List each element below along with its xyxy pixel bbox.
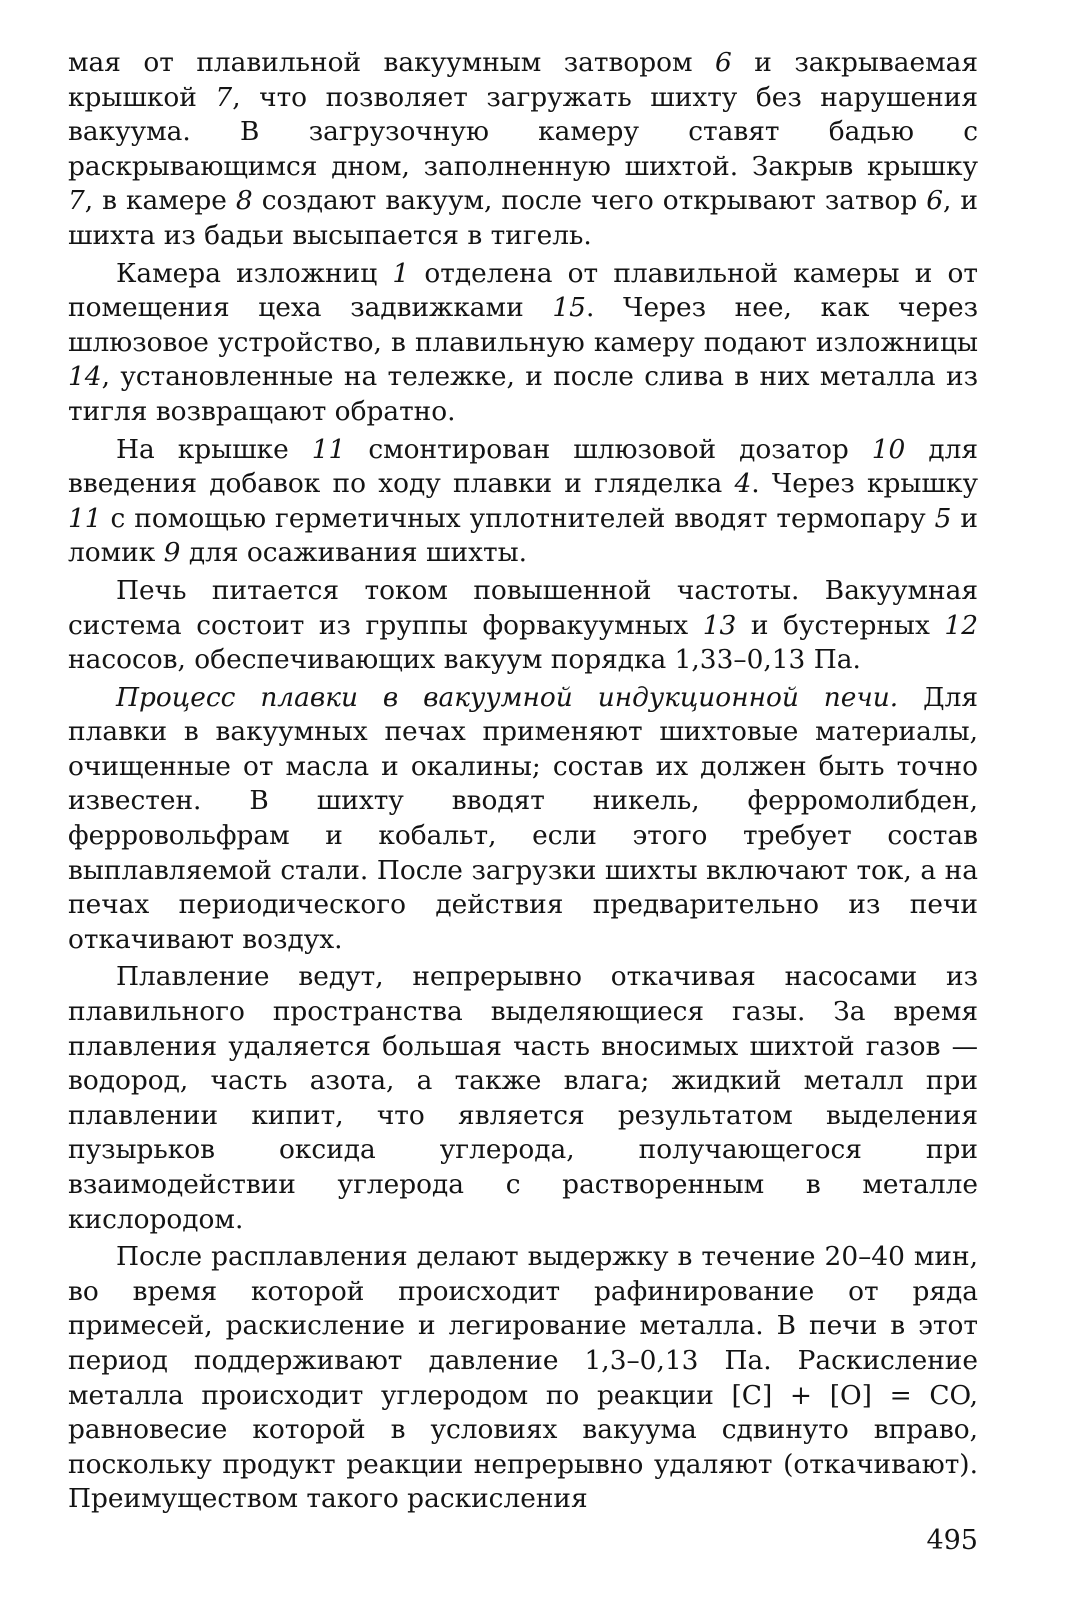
italic-text: Процесс плавки в вакуумной индукционной печи.: [116, 681, 899, 713]
italic-text: 12: [944, 609, 979, 641]
text-run: Плавление ведут, непрерывно откачивая насосами из плавильного пространства выделяющиеся газы. За время плавления удаляется большая часть вносимых шихтой газов — водород, часть азота, а также влага; жидкий металл при плавлении кипит, что является результатом выделения пузырьков оксида углерода, получающегося при взаимодействии углерода с растворенным в металле кислородом.: [68, 961, 978, 1235]
italic-text: 13: [702, 609, 737, 641]
text-run: и закрываемая крышкой: [68, 47, 978, 113]
italic-text: 1: [392, 257, 410, 289]
text-run: . Через крышку: [751, 468, 978, 500]
paragraph: [68, 960, 978, 1237]
paragraph: [68, 257, 978, 430]
text-run: мая от плавильной вакуумным затвором: [68, 47, 716, 78]
text-run: , что позволяет загружать шихту без нарушения вакуума. В загрузочную камеру ставят бадью с раскрывающимся дном, заполненную шихтой. Закрыв крышку: [68, 81, 978, 182]
italic-text: 10: [871, 433, 906, 465]
italic-text: 7: [215, 81, 233, 113]
text-run: , и шихта из бадьи высыпается в тигель.: [68, 185, 978, 251]
text-run: Камера изложниц: [116, 257, 393, 289]
text-run: для осаживания шихты.: [180, 537, 527, 569]
text-run: создают вакуум, после чего открывают затвор: [252, 185, 927, 217]
italic-text: 11: [311, 433, 346, 465]
italic-text: 6: [715, 47, 732, 78]
italic-text: 11: [68, 502, 102, 534]
text-run: , в камере: [84, 185, 236, 217]
text-run: , установленные на тележке, и после слива в них металла из тигля возвращают обратно.: [68, 361, 978, 427]
italic-text: 6: [926, 185, 943, 217]
page-number: 495: [926, 1525, 978, 1556]
text-run: . Через нее, как через шлюзовое устройство, в плавильную камеру подают изложницы: [68, 292, 978, 358]
text-run: смонтирован шлюзовой дозатор: [345, 433, 872, 465]
italic-text: 5: [934, 502, 952, 534]
paragraph: [68, 46, 978, 254]
text-run: для введения добавок по ходу плавки и гляделка: [68, 433, 978, 500]
text-run: После расплавления делают выдержку в течение 20–40 мин, во время которой происходит рафинирование от ряда примесей, раскисление и легирование металла. В печи в этот период поддерживают давление 1,3–0,13 Па. Раскисление металла происходит углеродом по реакции [C] + [O] = CO, равновесие которой в условиях вакуума сдвинуто вправо, поскольку продукт реакции непрерывно удаляют (откачивают). Преимуществом такого раскисления: [68, 1241, 978, 1515]
italic-text: 15: [552, 292, 586, 324]
italic-text: 4: [734, 468, 752, 500]
paragraph: [68, 433, 978, 571]
text-run: насосов, обеспечивающих вакуум порядка 1,33–0,13 Па.: [68, 644, 861, 676]
text-run: Печь питается током повышенной частоты. Вакуумная система состоит из группы форвакуумных: [68, 574, 978, 641]
text-run: отделена от плавильной камеры и от помещения цеха задвижками: [68, 257, 978, 324]
italic-text: 14: [68, 361, 102, 393]
body-text: [68, 46, 978, 1517]
italic-text: 7: [68, 185, 85, 217]
text-run: и бустерных: [736, 609, 945, 641]
paragraph: [68, 681, 978, 958]
paragraph: [68, 1240, 978, 1517]
text-run: и ломик: [68, 502, 978, 569]
paragraph: [68, 574, 978, 678]
italic-text: 8: [235, 185, 253, 217]
text-run: На крышке: [116, 433, 312, 465]
text-run: с помощью герметичных уплотнителей вводят термопару: [101, 502, 935, 534]
text-run: Для плавки в вакуумных печах применяют шихтовые материалы, очищенные от масла и окалины; состав их должен быть точно известен. В шихту вводят никель, ферромолибден, ферровольфрам и кобальт, если этого требует состав выплавляемой стали. После загрузки шихты включают ток, а на печах периодического действия предварительно из печи откачивают воздух.: [68, 681, 978, 955]
italic-text: 9: [163, 537, 181, 569]
